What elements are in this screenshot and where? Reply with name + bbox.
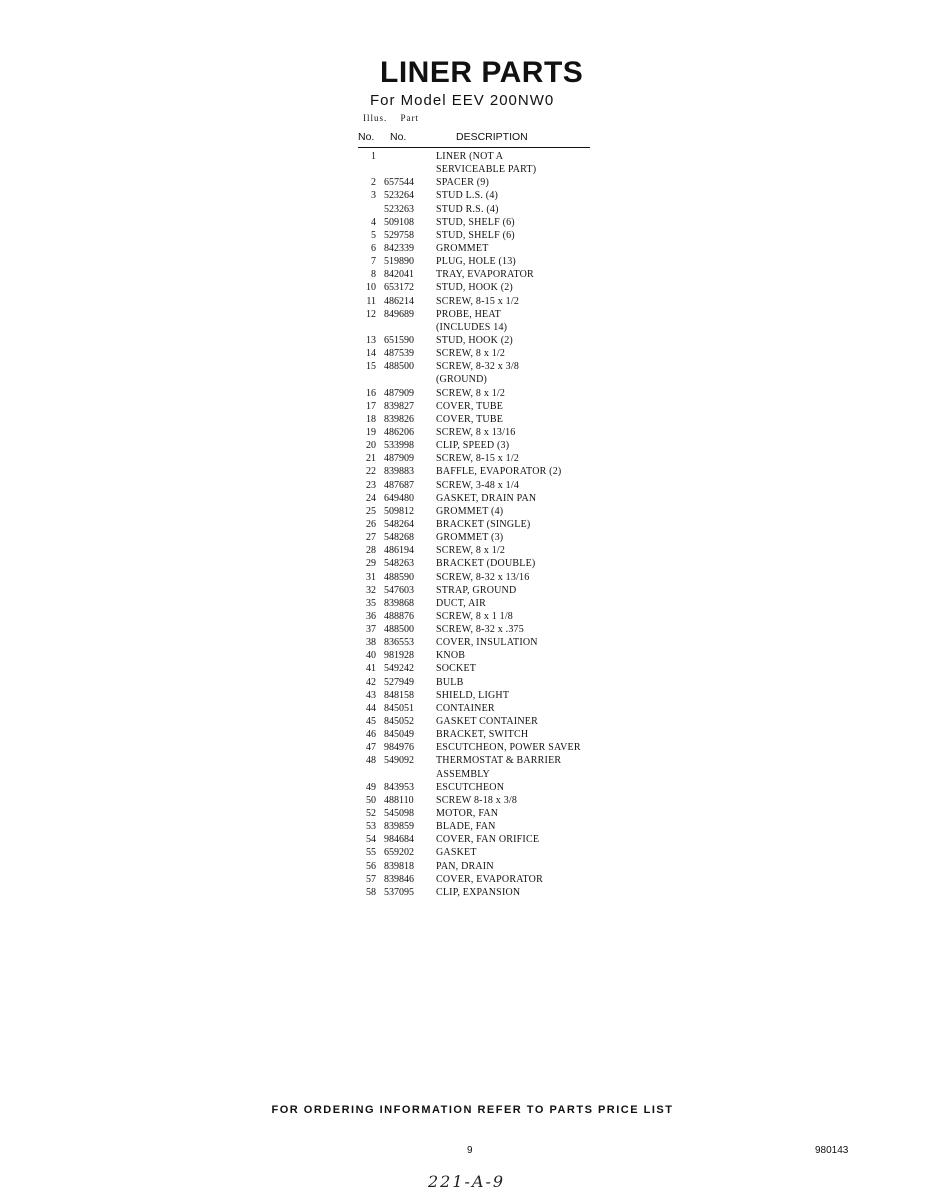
part-number: 659202: [384, 847, 414, 859]
illus-number: 23: [366, 479, 376, 491]
part-description: BAFFLE, EVAPORATOR (2): [436, 466, 562, 478]
part-row: [358, 268, 598, 281]
illus-number: 49: [366, 781, 376, 793]
illus-number: 13: [366, 334, 376, 346]
part-description: LINER (NOT A: [436, 151, 504, 162]
part-number: 839868: [384, 597, 414, 609]
part-description: SCREW, 8-15 x 1/2: [436, 295, 520, 307]
illus-number: 42: [366, 676, 376, 688]
part-description: ESCUTCHEON, POWER SAVER: [436, 742, 581, 754]
illus-number: 4: [371, 216, 376, 228]
illus-number: 22: [366, 466, 376, 478]
part-row: [358, 518, 598, 531]
part-row: [358, 649, 598, 662]
part-row: [358, 715, 598, 728]
part-number: 523263: [384, 203, 414, 215]
part-row: [358, 689, 598, 702]
part-row: [358, 308, 598, 321]
illus-number: 32: [366, 584, 376, 596]
part-description: SCREW, 8 x 1/2: [436, 545, 506, 557]
illus-number: 29: [366, 558, 376, 570]
part-number: 842041: [384, 269, 414, 281]
part-number: 529758: [384, 229, 414, 241]
illus-number: 25: [366, 505, 376, 517]
part-description: SERVICEABLE PART): [436, 164, 537, 176]
part-number: 486214: [384, 295, 414, 307]
part-description: MOTOR, FAN: [436, 808, 499, 820]
part-number: 519890: [384, 256, 414, 268]
part-number: 649480: [384, 492, 414, 504]
part-row: [358, 426, 598, 439]
part-row: [358, 452, 598, 465]
part-row: [358, 203, 598, 216]
part-description: STUD, SHELF (6): [436, 229, 515, 241]
illus-number: 19: [366, 426, 376, 438]
part-description: COVER, TUBE: [436, 400, 504, 412]
part-number: 845051: [384, 702, 414, 714]
model-subtitle: For Model EEV 200NW0: [370, 92, 555, 109]
part-number: 651590: [384, 334, 414, 346]
illus-number: 10: [366, 282, 376, 294]
part-row: [358, 557, 598, 570]
part-row: [358, 176, 598, 189]
illus-number: 37: [366, 624, 376, 636]
part-row: [358, 820, 598, 833]
part-description: STUD, HOOK (2): [436, 282, 513, 294]
part-row: [358, 373, 598, 386]
part-number: 509108: [384, 216, 414, 228]
part-row: [358, 676, 598, 689]
part-row: [358, 439, 598, 452]
part-row: [358, 873, 598, 886]
part-description: BULB: [436, 676, 464, 688]
parts-list: [358, 150, 598, 899]
part-description: CLIP, EXPANSION: [436, 886, 521, 898]
part-description: STRAP, GROUND: [436, 584, 517, 596]
illus-number: 21: [366, 453, 376, 465]
ordering-footer: FOR ORDERING INFORMATION REFER TO PARTS PRICE LIST: [271, 1104, 674, 1116]
illus-number: 11: [366, 295, 376, 307]
part-description: ESCUTCHEON: [436, 781, 505, 793]
part-number: 487539: [384, 348, 414, 360]
part-row: [358, 295, 598, 308]
part-number: 842339: [384, 242, 414, 254]
part-number: 843953: [384, 781, 414, 793]
part-description: ASSEMBLY: [436, 768, 490, 780]
part-number: 486194: [384, 545, 414, 557]
header-illus-no: No.: [358, 131, 375, 143]
illus-number: 56: [366, 860, 376, 872]
part-row: [358, 229, 598, 242]
part-description: STUD L.S. (4): [436, 190, 499, 202]
illus-number: 44: [366, 702, 376, 714]
part-number: 839827: [384, 400, 414, 412]
illus-number: 12: [366, 308, 376, 320]
part-description: SCREW, 8 x 13/16: [436, 426, 516, 438]
part-description: GASKET CONTAINER: [436, 716, 538, 728]
illus-number: 46: [366, 729, 376, 741]
illus-number: 47: [366, 742, 376, 754]
illus-number: 24: [366, 492, 376, 504]
part-row: [358, 465, 598, 478]
part-description: GROMMET (3): [436, 532, 504, 544]
part-number: 488110: [384, 794, 414, 806]
part-row: [358, 846, 598, 859]
part-number: 537095: [384, 886, 414, 898]
illus-number: 31: [366, 571, 376, 583]
part-row: [358, 886, 598, 899]
column-header-top: [363, 113, 429, 123]
illus-number: 58: [366, 886, 376, 898]
part-number: 523264: [384, 190, 414, 202]
part-row: [358, 360, 598, 373]
part-number: 839818: [384, 860, 414, 872]
part-description: (INCLUDES 14): [436, 321, 508, 333]
illus-number: 27: [366, 532, 376, 544]
illus-number: 52: [366, 808, 376, 820]
part-number: 836553: [384, 637, 414, 649]
part-row: [358, 794, 598, 807]
illus-number: 6: [371, 242, 376, 254]
part-number: 509812: [384, 505, 414, 517]
part-row: [358, 636, 598, 649]
part-number: 486206: [384, 426, 414, 438]
part-description: GASKET, DRAIN PAN: [436, 492, 537, 504]
header-description: DESCRIPTION: [456, 131, 528, 143]
part-number: 548264: [384, 518, 414, 530]
part-row: [358, 505, 598, 518]
illus-number: 45: [366, 716, 376, 728]
part-row: [358, 242, 598, 255]
part-row: [358, 334, 598, 347]
part-row: [358, 531, 598, 544]
part-description: BRACKET (SINGLE): [436, 518, 531, 530]
part-row: [358, 610, 598, 623]
part-description: SCREW, 8-32 x 13/16: [436, 571, 530, 583]
part-description: PLUG, HOLE (13): [436, 256, 516, 268]
part-description: SCREW 8-18 x 3/8: [436, 794, 518, 806]
part-row: [358, 768, 598, 781]
part-description: DUCT, AIR: [436, 597, 486, 609]
illus-number: 54: [366, 834, 376, 846]
part-description: SCREW, 8-32 x .375: [436, 624, 524, 636]
part-row: [358, 833, 598, 846]
part-row: [358, 754, 598, 767]
part-number: 981928: [384, 650, 414, 662]
part-number: 839859: [384, 821, 414, 833]
part-description: COVER, EVAPORATOR: [436, 873, 543, 885]
illus-number: 14: [366, 348, 376, 360]
part-number: 848158: [384, 689, 414, 701]
part-number: 533998: [384, 440, 414, 452]
part-description: KNOB: [436, 650, 466, 662]
part-row: [358, 216, 598, 229]
part-label: Part: [400, 113, 420, 123]
illus-number: 26: [366, 518, 376, 530]
part-description: SCREW, 8-32 x 3/8: [436, 361, 520, 373]
part-number: 849689: [384, 308, 414, 320]
illus-number: 7: [371, 256, 376, 268]
part-number: 984684: [384, 834, 414, 846]
part-row: [358, 387, 598, 400]
part-description: SCREW, 8 x 1/2: [436, 387, 506, 399]
document-number: 980143: [815, 1145, 849, 1156]
part-number: 488500: [384, 624, 414, 636]
part-number: 488500: [384, 361, 414, 373]
illus-number: 41: [366, 663, 376, 675]
illus-number: 55: [366, 847, 376, 859]
part-description: GROMMET: [436, 242, 489, 254]
part-number: 548263: [384, 558, 414, 570]
part-row: [358, 544, 598, 557]
part-description: BRACKET, SWITCH: [436, 729, 529, 741]
illus-number: 20: [366, 440, 376, 452]
illus-number: 1: [371, 151, 376, 162]
illus-number: 36: [366, 610, 376, 622]
part-description: SCREW, 3-48 x 1/4: [436, 479, 520, 491]
part-number: 549242: [384, 663, 414, 675]
part-description: COVER, TUBE: [436, 413, 504, 425]
illus-number: 15: [366, 361, 376, 373]
part-description: SPACER (9): [436, 177, 490, 189]
column-header-row: [358, 130, 590, 148]
part-number: 488590: [384, 571, 414, 583]
part-description: GASKET: [436, 847, 477, 859]
part-row: [358, 413, 598, 426]
part-number: 984976: [384, 742, 414, 754]
part-description: STUD R.S. (4): [436, 203, 499, 215]
part-number: 549092: [384, 755, 414, 767]
part-number: 547603: [384, 584, 414, 596]
part-description: COVER, FAN ORIFICE: [436, 834, 540, 846]
part-row: [358, 400, 598, 413]
part-number: 487687: [384, 479, 414, 491]
page-number: 9: [467, 1145, 473, 1156]
part-row: [358, 281, 598, 294]
part-number: 839826: [384, 413, 414, 425]
illus-number: 2: [371, 177, 376, 189]
part-row: [358, 860, 598, 873]
header-part-no: No.: [390, 131, 407, 143]
part-number: 548268: [384, 532, 414, 544]
illus-number: 28: [366, 545, 376, 557]
part-row: [358, 189, 598, 202]
part-description: STUD, HOOK (2): [436, 334, 513, 346]
part-description: CLIP, SPEED (3): [436, 440, 510, 452]
part-row: [358, 623, 598, 636]
part-row: [358, 728, 598, 741]
part-number: 487909: [384, 387, 414, 399]
part-description: SHIELD, LIGHT: [436, 689, 510, 701]
part-row: [358, 584, 598, 597]
part-number: 653172: [384, 282, 414, 294]
part-row: [358, 163, 598, 176]
part-description: PROBE, HEAT: [436, 308, 501, 320]
part-number: 487909: [384, 453, 414, 465]
part-description: BRACKET (DOUBLE): [436, 558, 536, 570]
part-number: 657544: [384, 177, 414, 189]
illus-number: 38: [366, 637, 376, 649]
part-number: 488876: [384, 610, 414, 622]
part-row: [358, 255, 598, 268]
illus-number: 48: [366, 755, 376, 767]
part-number: 845049: [384, 729, 414, 741]
illus-number: 17: [366, 400, 376, 412]
illus-number: 16: [366, 387, 376, 399]
illus-number: 57: [366, 873, 376, 885]
part-row: [358, 662, 598, 675]
part-description: SOCKET: [436, 663, 477, 675]
part-number: 839846: [384, 873, 414, 885]
part-description: CONTAINER: [436, 702, 495, 714]
part-description: COVER, INSULATION: [436, 637, 538, 649]
part-description: BLADE, FAN: [436, 821, 496, 833]
part-description: THERMOSTAT & BARRIER: [436, 755, 562, 767]
illus-number: 5: [371, 229, 376, 241]
illus-number: 53: [366, 821, 376, 833]
part-row: [358, 807, 598, 820]
part-row: [358, 479, 598, 492]
part-description: GROMMET (4): [436, 505, 504, 517]
part-description: SCREW, 8 x 1/2: [436, 348, 506, 360]
illus-label: Illus.: [363, 113, 388, 123]
part-row: [358, 702, 598, 715]
part-row: [358, 321, 598, 334]
part-row: [358, 781, 598, 794]
part-row: [358, 571, 598, 584]
part-number: 845052: [384, 716, 414, 728]
part-row: [358, 741, 598, 754]
part-number: 527949: [384, 676, 414, 688]
part-row: [358, 492, 598, 505]
part-description: TRAY, EVAPORATOR: [436, 269, 534, 281]
illus-number: 40: [366, 650, 376, 662]
handwritten-note: 221-A-9: [428, 1172, 506, 1191]
illus-number: 43: [366, 689, 376, 701]
illus-number: 3: [371, 190, 376, 202]
part-row: [358, 347, 598, 360]
part-description: SCREW, 8-15 x 1/2: [436, 453, 520, 465]
part-description: STUD, SHELF (6): [436, 216, 515, 228]
part-description: PAN, DRAIN: [436, 860, 494, 872]
part-description: (GROUND): [436, 374, 488, 386]
part-row: [358, 597, 598, 610]
illus-number: 18: [366, 413, 376, 425]
part-number: 545098: [384, 808, 414, 820]
part-number: 839883: [384, 466, 414, 478]
illus-number: 8: [371, 269, 376, 281]
illus-number: 50: [366, 794, 376, 806]
page-title: LINER PARTS: [380, 56, 584, 89]
part-description: SCREW, 8 x 1 1/8: [436, 610, 514, 622]
illus-number: 35: [366, 597, 376, 609]
part-row: [358, 150, 598, 163]
